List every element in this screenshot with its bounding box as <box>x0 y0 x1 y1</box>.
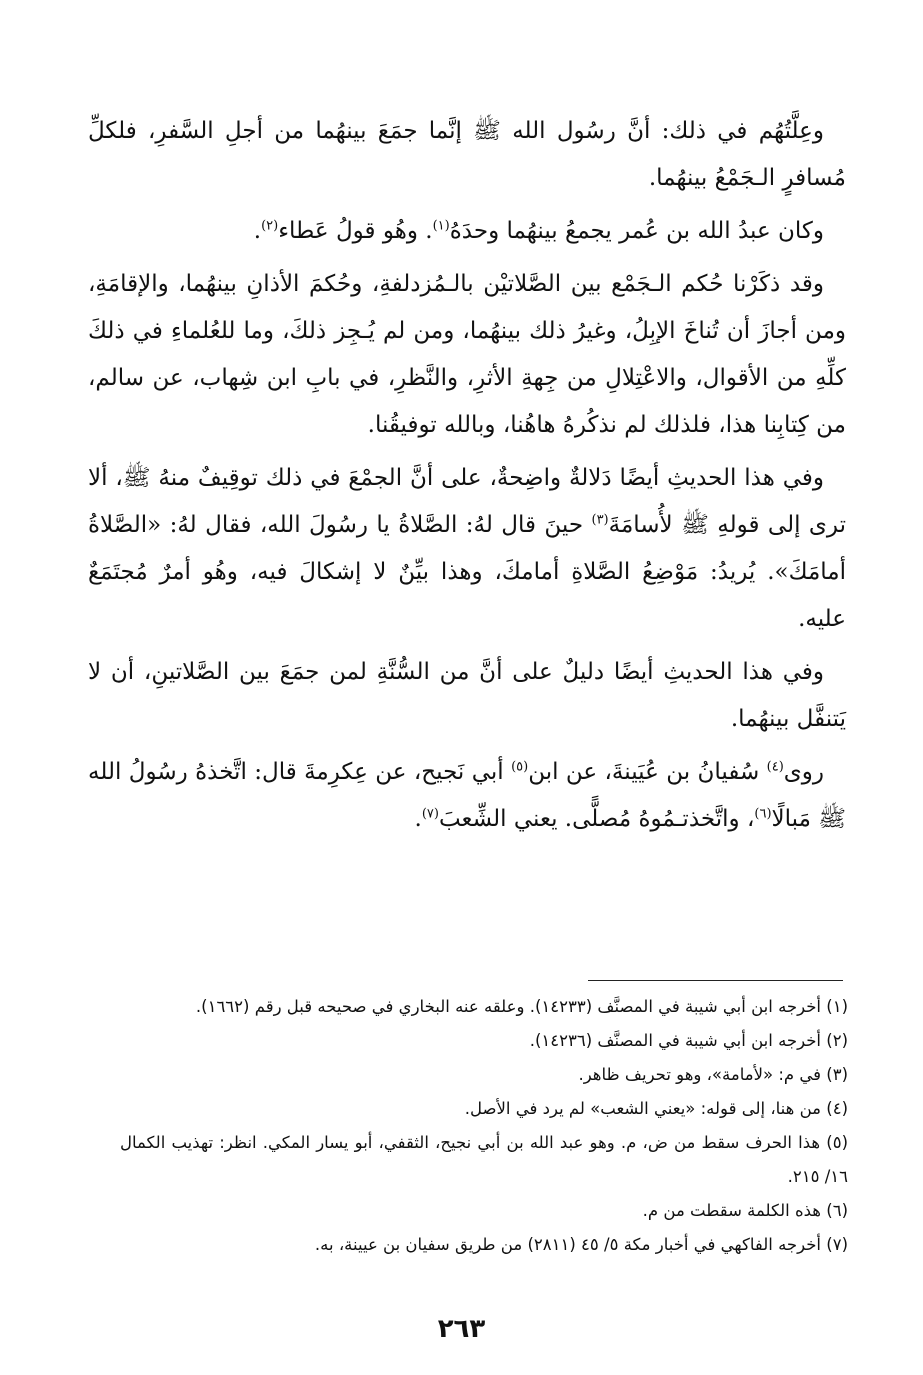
footnote-ref-6: (٦) <box>754 806 772 822</box>
paragraph-2 <box>88 208 846 255</box>
footnote-5: (٥) هذا الحرف سقط من ض، م. وهو عبد الله بن أبي نجيح، الثقفي، أبو يسار المكي. انظر: تهذيب الكمال ١٦/ ٢١٥. <box>120 1133 848 1186</box>
paragraph-4 <box>88 455 846 643</box>
footnote-4: (٤) من هنا، إلى قوله: «يعني الشعب» لم يرد في الأصل. <box>464 1099 848 1118</box>
paragraph-2-text-b: . وهُو قولُ عَطاء <box>278 218 433 244</box>
page-number: ٢٦٣ <box>437 1314 486 1344</box>
paragraph-6-text-d: ، واتَّخذتـمُوهُ مُصلًّى. يعني الشِّعبَ <box>438 806 755 832</box>
footnote-ref-4: (٤) <box>766 759 784 775</box>
paragraph-6-text-a: روى <box>783 759 824 785</box>
footnote-6: (٦) هذه الكلمة سقطت من م. <box>642 1201 848 1220</box>
footnote-ref-1: (١) <box>432 218 450 234</box>
footnote-2: (٢) أخرجه ابن أبي شيبة في المصنَّف (١٤٢٣٦). <box>529 1031 848 1050</box>
footnote-ref-2: (٢) <box>261 218 279 234</box>
footnote-separator <box>588 980 843 981</box>
footnote-ref-7: (٧) <box>421 806 439 822</box>
footnotes-block <box>120 990 848 1262</box>
paragraph-1: وعِلَّتُهُم في ذلك: أنَّ رسُول الله ﷺ إنَّما جمَعَ بينهُما من أجلِ السَّفرِ، فلكلِّ مُسافرٍ الـجَمْعُ بينهُما. <box>88 118 846 191</box>
paragraph-2-text-c: . <box>253 218 262 244</box>
footnote-ref-3: (٣) <box>591 512 609 528</box>
footnote-3: (٣) في م: «لأمامة»، وهو تحريف ظاهر. <box>578 1065 848 1084</box>
footnote-ref-5: (٥) <box>511 759 529 775</box>
footnote-1: (١) أخرجه ابن أبي شيبة في المصنَّف (١٤٢٣٣). وعلقه عنه البخاري في صحيحه قبل رقم (١٦٦٢). <box>195 997 848 1016</box>
paragraph-6-text-b: سُفيانُ بن عُيَينةَ، عن ابن <box>528 759 767 785</box>
paragraph-6-text-e: . <box>414 806 422 832</box>
paragraph-2-text-a: وكان عبدُ الله بن عُمر يجمعُ بينهُما وحدَهُ <box>449 218 824 244</box>
footnote-7: (٧) أخرجه الفاكهي في أخبار مكة ٥/ ٤٥ (٢٨١١) من طريق سفيان بن عيينة، به. <box>314 1235 848 1254</box>
paragraph-6-text-c: أبي نَجيح، عن عِكرِمةَ قال: اتَّخذهُ رسُولُ الله ﷺ مَبالًا <box>88 759 846 832</box>
paragraph-4-text-b: حينَ قال لهُ: الصَّلاةُ يا رسُولَ الله، فقال لهُ: «الصَّلاةُ أمامَكَ». يُريدُ: مَوْضِعُ الصَّلاةِ أمامكَ، وهذا بيِّنٌ لا إشكالَ فيه، وهُو أمرٌ مُجتَمَعٌ عليه. <box>88 512 846 632</box>
paragraph-5: وفي هذا الحديثِ أيضًا دليلٌ على أنَّ من السُّنَّةِ لمن جمَعَ بين الصَّلاتينِ، أن لا يَتنفَّل بينهُما. <box>88 659 846 732</box>
paragraph-4-text-a: وفي هذا الحديثِ أيضًا دَلالةٌ واضِحةٌ، على أنَّ الجمْعَ في ذلك توقِيفٌ منهُ ﷺ، ألا ترى إلى قولهِ ﷺ لأُسامَةَ <box>88 465 846 538</box>
paragraph-3: وقد ذكَرْنا حُكم الـجَمْع بين الصَّلاتيْن بالـمُزدلفةِ، وحُكمَ الأذانِ بينهُما، والإقامَةِ، ومن أجازَ أن تُناخَ الإبِلُ، وغيرُ ذلك بينهُما، ومن لم يُـجِز ذلكَ، وما للعُلماءِ في ذلكَ كلِّهِ من الأقوال، والاعْتِلالِ من جِهةِ الأثرِ، والنَّظرِ، في بابِ ابن شِهاب، عن سالم، من كِتابِنا هذا، فلذلك لم نذكُرهُ هاهُنا، وبالله توفيقُنا. <box>88 271 846 438</box>
main-text-block <box>88 108 846 849</box>
paragraph-6 <box>88 749 846 843</box>
